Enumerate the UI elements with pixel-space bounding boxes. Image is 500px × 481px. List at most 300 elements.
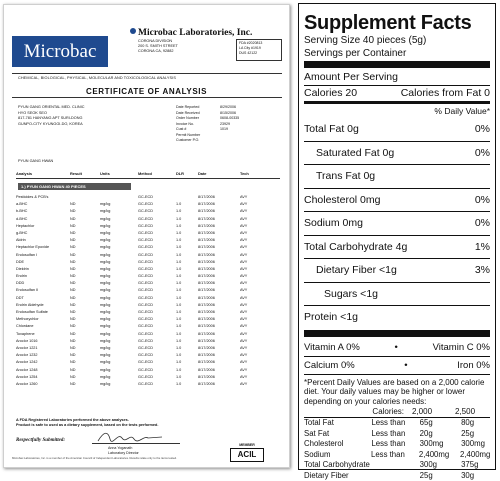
- table-cell: GC-ECD: [138, 345, 176, 352]
- member-label: MEMBER: [230, 443, 264, 447]
- table-cell: GC-ECD: [138, 194, 176, 201]
- nutrient-daily-value: 0%: [475, 189, 490, 212]
- table-cell: mg/kg: [100, 201, 138, 208]
- metadata-key: Cust #: [176, 127, 220, 133]
- table-cell: mg/kg: [100, 237, 138, 244]
- table-cell: 1.0: [176, 374, 198, 381]
- table-cell: AVY: [240, 237, 270, 244]
- table-cell: GC-ECD: [138, 367, 176, 374]
- table-cell: GC-ECD: [138, 230, 176, 237]
- table-cell: d-BHC: [16, 216, 70, 223]
- table-cell: AVY: [240, 345, 270, 352]
- table-cell: 8/17/2006: [198, 223, 240, 230]
- table-row: [16, 252, 280, 259]
- table-cell: 8/17/2006: [198, 252, 240, 259]
- table-cell: mg/kg: [100, 338, 138, 345]
- table-cell: AVY: [240, 295, 270, 302]
- table-cell: 8/17/2006: [198, 280, 240, 287]
- supplement-facts-title: Supplement Facts: [304, 12, 490, 34]
- nutrient-label: Cholesterol 0mg: [304, 189, 380, 212]
- table-row: [16, 201, 280, 208]
- table-cell: GC-ECD: [138, 201, 176, 208]
- table-cell: mg/kg: [100, 367, 138, 374]
- metadata-value: 23929: [220, 122, 230, 128]
- nutrient-label: Trans Fat 0g: [304, 165, 375, 188]
- table-cell: 1.0: [176, 381, 198, 388]
- table-cell: ND: [70, 316, 100, 323]
- calories-label: Calories:: [304, 406, 412, 417]
- table-cell: Aroclor 1254: [16, 374, 70, 381]
- table-cell: ND: [70, 323, 100, 330]
- table-cell: GC-ECD: [138, 280, 176, 287]
- table-cell: 1.0: [176, 316, 198, 323]
- certificate-of-analysis: [3, 4, 290, 468]
- table-cell: GC-ECD: [138, 316, 176, 323]
- order-metadata: [176, 105, 239, 144]
- table-row: [16, 280, 280, 287]
- daily-value-table-cell: 2,400mg: [460, 450, 490, 461]
- daily-value-table-cell: 20g: [420, 429, 461, 440]
- table-cell: [176, 194, 198, 201]
- vitamin-c: Vitamin C 0%: [433, 339, 490, 356]
- table-cell: AVY: [240, 194, 270, 201]
- table-row: [16, 367, 280, 374]
- table-cell: 1.0: [176, 259, 198, 266]
- table-cell: 8/17/2006: [198, 244, 240, 251]
- nutrient-row: [304, 258, 490, 282]
- table-cell: ND: [70, 309, 100, 316]
- table-cell: GC-ECD: [138, 216, 176, 223]
- header-divider: [12, 73, 282, 74]
- table-cell: AVY: [240, 216, 270, 223]
- nutrient-daily-value: 0%: [475, 212, 490, 235]
- nutrient-row: [304, 141, 490, 165]
- daily-value-header: % Daily Value*: [304, 104, 490, 118]
- nutrient-label: Total Carbohydrate 4g: [304, 236, 407, 259]
- daily-value-table-row: [304, 429, 490, 440]
- nutrient-row: [304, 282, 490, 306]
- table-cell: ND: [70, 252, 100, 259]
- table-cell: AVY: [240, 338, 270, 345]
- table-cell: GC-ECD: [138, 338, 176, 345]
- table-row: [16, 223, 280, 230]
- table-row: [16, 323, 280, 330]
- table-cell: mg/kg: [100, 273, 138, 280]
- table-cell: GC-ECD: [138, 331, 176, 338]
- column-header: Analysis: [16, 171, 70, 176]
- table-cell: mg/kg: [100, 323, 138, 330]
- table-cell: 8/17/2006: [198, 359, 240, 366]
- daily-value-table-row: [304, 460, 490, 471]
- separator-dot: •: [400, 357, 411, 374]
- results-table-header: [16, 171, 280, 176]
- table-cell: DDT: [16, 295, 70, 302]
- table-cell: ND: [70, 367, 100, 374]
- table-cell: mg/kg: [100, 223, 138, 230]
- servings-per-container: Servings per Container: [304, 47, 490, 60]
- metadata-key: Permit Number: [176, 133, 220, 139]
- certificate-title: CERTIFICATE OF ANALYSIS: [4, 87, 289, 96]
- table-cell: mg/kg: [100, 287, 138, 294]
- table-header-divider: [16, 178, 280, 179]
- thick-divider: [304, 61, 490, 68]
- table-cell: 8/17/2006: [198, 338, 240, 345]
- table-cell: Endosulfan I: [16, 252, 70, 259]
- table-cell: a-BHC: [16, 201, 70, 208]
- table-row: [16, 345, 280, 352]
- nutrient-row: [304, 211, 490, 235]
- amount-per-serving: Amount Per Serving: [304, 70, 490, 85]
- daily-value-table-row: [304, 471, 490, 481]
- nutrient-row: [304, 164, 490, 188]
- table-cell: Toxaphene: [16, 331, 70, 338]
- table-cell: ND: [70, 230, 100, 237]
- divider: [304, 374, 490, 375]
- table-row: [16, 295, 280, 302]
- daily-value-table-cell: 80g: [461, 418, 490, 429]
- table-cell: ND: [70, 201, 100, 208]
- table-cell: mg/kg: [100, 252, 138, 259]
- table-cell: Pesticides & PCB's: [16, 194, 70, 201]
- daily-value-footnote: *Percent Daily Values are based on a 2,000 calorie diet. Your daily values may be higher or lower depending on your calories needs:: [304, 378, 490, 407]
- table-row: [16, 208, 280, 215]
- daily-value-table-cell: Less than: [371, 439, 419, 450]
- nutrient-label: Protein <1g: [304, 306, 358, 329]
- table-cell: Heptachlor: [16, 223, 70, 230]
- table-cell: AVY: [240, 367, 270, 374]
- daily-value-table-cell: 300mg: [420, 439, 461, 450]
- table-cell: 8/17/2006: [198, 331, 240, 338]
- table-cell: 1.0: [176, 323, 198, 330]
- table-row: [16, 316, 280, 323]
- table-cell: ND: [70, 244, 100, 251]
- nutrient-label: Dietary Fiber <1g: [304, 259, 397, 282]
- table-cell: mg/kg: [100, 381, 138, 388]
- metadata-value: 1019: [220, 127, 228, 133]
- table-row: [16, 237, 280, 244]
- table-row: [16, 216, 280, 223]
- table-row: [16, 302, 280, 309]
- nutrient-list: [304, 118, 490, 329]
- daily-value-table-cell: 25g: [461, 429, 490, 440]
- certificate-footer: Microbac Laboratories, Inc. is a member of the American Council of Independent Laboratories. Results relate only to the items tested.: [12, 457, 212, 461]
- table-cell: mg/kg: [100, 352, 138, 359]
- table-cell: 1.0: [176, 208, 198, 215]
- table-cell: 1.0: [176, 367, 198, 374]
- table-cell: 1.0: [176, 359, 198, 366]
- table-cell: ND: [70, 352, 100, 359]
- table-cell: DDE: [16, 259, 70, 266]
- table-cell: mg/kg: [100, 374, 138, 381]
- column-header: Units: [100, 171, 138, 176]
- table-row: [16, 381, 280, 388]
- table-row: [16, 273, 280, 280]
- table-cell: ND: [70, 374, 100, 381]
- table-cell: AVY: [240, 359, 270, 366]
- nutrient-row: [304, 305, 490, 329]
- table-cell: 1.0: [176, 223, 198, 230]
- table-cell: 8/17/2006: [198, 352, 240, 359]
- table-cell: GC-ECD: [138, 237, 176, 244]
- table-row: [16, 244, 280, 251]
- table-cell: GC-ECD: [138, 287, 176, 294]
- daily-value-table-cell: Less than: [371, 429, 419, 440]
- microbac-logo: Microbac: [12, 36, 108, 67]
- table-cell: ND: [70, 345, 100, 352]
- daily-value-table-cell: [371, 471, 419, 481]
- table-row: [16, 194, 280, 201]
- table-cell: 8/17/2006: [198, 208, 240, 215]
- table-cell: GC-ECD: [138, 302, 176, 309]
- table-cell: GC-ECD: [138, 259, 176, 266]
- separator-dot: •: [391, 339, 402, 356]
- table-cell: 8/17/2006: [198, 316, 240, 323]
- table-row: [16, 309, 280, 316]
- metadata-value: 0608-00335: [220, 116, 239, 122]
- table-cell: AVY: [240, 273, 270, 280]
- table-cell: 8/17/2006: [198, 266, 240, 273]
- table-cell: 8/17/2006: [198, 194, 240, 201]
- table-cell: ND: [70, 338, 100, 345]
- calcium: Calcium 0%: [304, 357, 355, 374]
- table-cell: 8/17/2006: [198, 287, 240, 294]
- table-cell: AVY: [240, 352, 270, 359]
- nutrient-label: Sugars <1g: [304, 283, 378, 306]
- metadata-key: Customer P.O.: [176, 138, 220, 144]
- table-cell: 1.0: [176, 338, 198, 345]
- table-row: [16, 374, 280, 381]
- supplement-facts-panel: [298, 3, 496, 470]
- fda-registration-box: FDA #2020813 LA City #1919 DUS 42122: [236, 39, 282, 61]
- table-cell: 1.0: [176, 216, 198, 223]
- results-table-body: [16, 194, 280, 388]
- daily-value-table-row: [304, 450, 490, 461]
- table-cell: mg/kg: [100, 359, 138, 366]
- table-cell: [70, 194, 100, 201]
- table-cell: 1.0: [176, 237, 198, 244]
- table-cell: Aldrin: [16, 237, 70, 244]
- daily-value-table-cell: 2,400mg: [419, 450, 460, 461]
- vitamin-row: [304, 339, 490, 356]
- table-cell: 8/17/2006: [198, 237, 240, 244]
- lab-address: CORONA DIVISION 200 S. SMITH STREET CORONA CA, 92882: [138, 39, 178, 54]
- table-cell: Endrin Aldehyde: [16, 302, 70, 309]
- table-row: [16, 287, 280, 294]
- acil-member-badge: [230, 443, 264, 463]
- metadata-key: Date Received: [176, 111, 220, 117]
- table-cell: Dieldrin: [16, 266, 70, 273]
- table-cell: mg/kg: [100, 259, 138, 266]
- table-cell: 8/17/2006: [198, 273, 240, 280]
- table-cell: 1.0: [176, 201, 198, 208]
- nutrient-row: [304, 118, 490, 141]
- table-cell: AVY: [240, 287, 270, 294]
- daily-value-table-cell: Dietary Fiber: [304, 471, 371, 481]
- table-cell: mg/kg: [100, 345, 138, 352]
- table-cell: 1.0: [176, 302, 198, 309]
- table-cell: GC-ECD: [138, 223, 176, 230]
- table-cell: mg/kg: [100, 295, 138, 302]
- table-cell: 1.0: [176, 266, 198, 273]
- daily-value-table-cell: Cholesterol: [304, 439, 371, 450]
- table-cell: AVY: [240, 280, 270, 287]
- table-cell: mg/kg: [100, 309, 138, 316]
- table-cell: 1.0: [176, 273, 198, 280]
- daily-value-table-cell: 300g: [420, 460, 461, 471]
- column-header: Method: [138, 171, 176, 176]
- daily-value-table-cell: Total Carbohydrate: [304, 460, 371, 471]
- table-cell: GC-ECD: [138, 244, 176, 251]
- daily-value-table-cell: Sodium: [304, 450, 371, 461]
- table-cell: 8/17/2006: [198, 295, 240, 302]
- nutrient-daily-value: 0%: [475, 142, 490, 165]
- title-divider: [12, 97, 282, 98]
- table-cell: AVY: [240, 266, 270, 273]
- table-cell: AVY: [240, 252, 270, 259]
- metadata-key: Order Number: [176, 116, 220, 122]
- table-cell: Heptachlor Epoxide: [16, 244, 70, 251]
- table-cell: b-BHC: [16, 208, 70, 215]
- table-cell: AVY: [240, 323, 270, 330]
- nutrient-daily-value: 3%: [475, 259, 490, 282]
- table-cell: ND: [70, 237, 100, 244]
- analysis-note: A FDA Registered Laboratories performed the above analyses. Product is safe to used as a dietary supplement, based on the tests performed.: [16, 418, 158, 428]
- table-cell: AVY: [240, 201, 270, 208]
- daily-value-table-cell: Less than: [371, 418, 419, 429]
- calorie-levels-header: [304, 406, 490, 417]
- table-cell: Endrin: [16, 273, 70, 280]
- table-cell: 8/17/2006: [198, 216, 240, 223]
- table-cell: 8/17/2006: [198, 381, 240, 388]
- table-cell: 8/17/2006: [198, 374, 240, 381]
- client-address: PYUN GANG ORIENTAL MED. CLINIC HYO SEOK SEO 817-781 HANYANG APT SURI-DONG GUNPO-CITY KYUNGGI-DO, KOREA: [18, 105, 84, 127]
- iron: Iron 0%: [457, 357, 490, 374]
- daily-value-table-cell: Sat Fat: [304, 429, 371, 440]
- table-cell: mg/kg: [100, 316, 138, 323]
- daily-value-table-row: [304, 418, 490, 429]
- lab-tagline: CHEMICAL, BIOLOGICAL, PHYSICAL, MOLECULAR AND TOXICOLOGICAL ANALYSIS: [18, 76, 176, 80]
- table-cell: GC-ECD: [138, 381, 176, 388]
- table-row: [16, 338, 280, 345]
- table-cell: 1.0: [176, 331, 198, 338]
- attention-name: PYUN GANG HWAN: [18, 159, 53, 163]
- table-cell: mg/kg: [100, 302, 138, 309]
- table-row: [16, 331, 280, 338]
- table-cell: GC-ECD: [138, 266, 176, 273]
- nutrient-daily-value: 1%: [475, 236, 490, 259]
- respectfully-submitted-label: Respectfully Submitted:: [16, 438, 65, 443]
- table-cell: GC-ECD: [138, 208, 176, 215]
- table-cell: ND: [70, 359, 100, 366]
- table-cell: 1.0: [176, 295, 198, 302]
- table-cell: AVY: [240, 302, 270, 309]
- table-cell: AVY: [240, 244, 270, 251]
- daily-value-table-cell: 375g: [461, 460, 490, 471]
- table-cell: ND: [70, 208, 100, 215]
- table-cell: DDD: [16, 280, 70, 287]
- table-cell: 1.0: [176, 352, 198, 359]
- daily-value-table-cell: Less than: [371, 450, 419, 461]
- signer-name: Anna Yoganath Laboratory Director: [108, 446, 139, 456]
- table-cell: ND: [70, 216, 100, 223]
- table-cell: ND: [70, 295, 100, 302]
- daily-value-table: [304, 418, 490, 481]
- table-cell: ND: [70, 331, 100, 338]
- column-header: Result: [70, 171, 100, 176]
- table-cell: 1.0: [176, 280, 198, 287]
- lab-name: Microbac Laboratories, Inc.: [138, 28, 252, 38]
- table-cell: Aroclor 1248: [16, 367, 70, 374]
- table-cell: 8/17/2006: [198, 309, 240, 316]
- thick-divider: [304, 330, 490, 337]
- table-cell: 8/17/2006: [198, 302, 240, 309]
- table-cell: Chlordane: [16, 323, 70, 330]
- metadata-row: [176, 138, 239, 144]
- nutrient-daily-value: 0%: [475, 118, 490, 141]
- vitamin-a: Vitamin A 0%: [304, 339, 360, 356]
- table-cell: GC-ECD: [138, 359, 176, 366]
- nutrient-row: [304, 235, 490, 259]
- table-cell: AVY: [240, 259, 270, 266]
- nutrient-label: Sodium 0mg: [304, 212, 363, 235]
- table-cell: 8/17/2006: [198, 201, 240, 208]
- table-cell: ND: [70, 302, 100, 309]
- daily-value-table-cell: 65g: [420, 418, 461, 429]
- table-row: [16, 359, 280, 366]
- metadata-value: 8/15/2006: [220, 111, 236, 117]
- table-cell: 1.0: [176, 309, 198, 316]
- table-cell: GC-ECD: [138, 352, 176, 359]
- column-header: DLR: [176, 171, 198, 176]
- calories-row: [304, 86, 490, 101]
- table-cell: ND: [70, 280, 100, 287]
- mineral-row: [304, 357, 490, 374]
- table-cell: mg/kg: [100, 244, 138, 251]
- table-row: [16, 230, 280, 237]
- table-cell: mg/kg: [100, 216, 138, 223]
- calories-2500: 2,500: [455, 406, 485, 417]
- daily-value-table-cell: Total Fat: [304, 418, 371, 429]
- table-cell: Aroclor 1242: [16, 359, 70, 366]
- table-row: [16, 266, 280, 273]
- table-cell: Endosulfan Sulfate: [16, 309, 70, 316]
- calories-from-fat: Calories from Fat 0: [401, 86, 490, 101]
- table-cell: ND: [70, 259, 100, 266]
- table-cell: AVY: [240, 316, 270, 323]
- table-cell: Aroclor 1232: [16, 352, 70, 359]
- nutrient-row: [304, 188, 490, 212]
- table-cell: AVY: [240, 381, 270, 388]
- table-cell: 8/17/2006: [198, 323, 240, 330]
- table-cell: GC-ECD: [138, 273, 176, 280]
- table-cell: ND: [70, 287, 100, 294]
- table-cell: mg/kg: [100, 230, 138, 237]
- lab-logo-mark-icon: [130, 28, 136, 34]
- calories: Calories 20: [304, 86, 357, 101]
- column-header: Tech: [240, 171, 270, 176]
- table-cell: Endosulfan II: [16, 287, 70, 294]
- table-cell: 1.0: [176, 230, 198, 237]
- table-cell: mg/kg: [100, 266, 138, 273]
- daily-value-table-cell: 300mg: [461, 439, 490, 450]
- table-cell: AVY: [240, 223, 270, 230]
- sample-section-label: 1.) PYUN GANG HWAN 40 PIECES: [18, 183, 131, 190]
- daily-value-table-cell: [371, 460, 419, 471]
- table-cell: 1.0: [176, 287, 198, 294]
- table-cell: [100, 194, 138, 201]
- nutrient-label: Total Fat 0g: [304, 118, 359, 141]
- table-cell: AVY: [240, 309, 270, 316]
